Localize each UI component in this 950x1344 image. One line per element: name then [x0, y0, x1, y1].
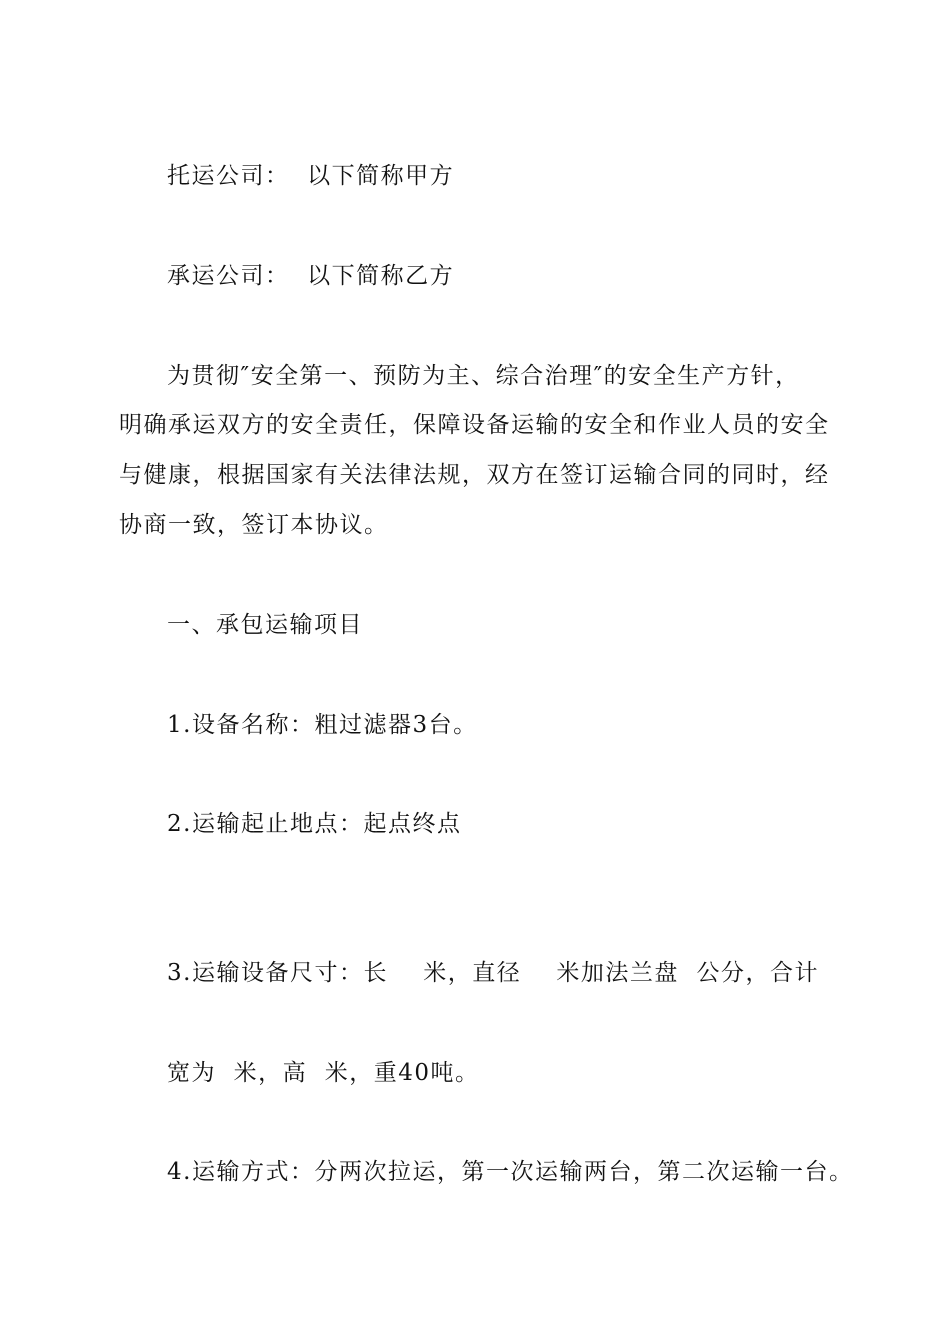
intro-line-2: 明确承运双方的安全责任，保障设备运输的安全和作业人员的安全	[119, 412, 830, 438]
intro-line-4: 协商一致，签订本协议。	[119, 512, 389, 538]
carrier-line: 承运公司： 以下简称乙方	[167, 263, 455, 289]
intro-line-3: 与健康，根据国家有关法律法规，双方在签订运输合同的同时，经	[119, 462, 830, 488]
item-dimensions-line-1: 3.运输设备尺寸：长 米，直径 米加法兰盘 公分，合计	[167, 960, 820, 986]
section-heading: 一、承包运输项目	[167, 612, 363, 638]
item-equipment-name: 1.设备名称：粗过滤器3台。	[167, 712, 478, 738]
item-transport-method: 4.运输方式：分两次拉运，第一次运输两台，第二次运输一台。	[167, 1159, 854, 1185]
item-transport-route: 2.运输起止地点：起点终点	[167, 811, 462, 837]
item-dimensions-line-2: 宽为 米，高 米，重40吨。	[167, 1060, 480, 1086]
shipper-line: 托运公司： 以下简称甲方	[167, 163, 455, 189]
intro-line-1: 为贯彻″安全第一、预防为主、综合治理″的安全生产方针，	[167, 363, 800, 389]
